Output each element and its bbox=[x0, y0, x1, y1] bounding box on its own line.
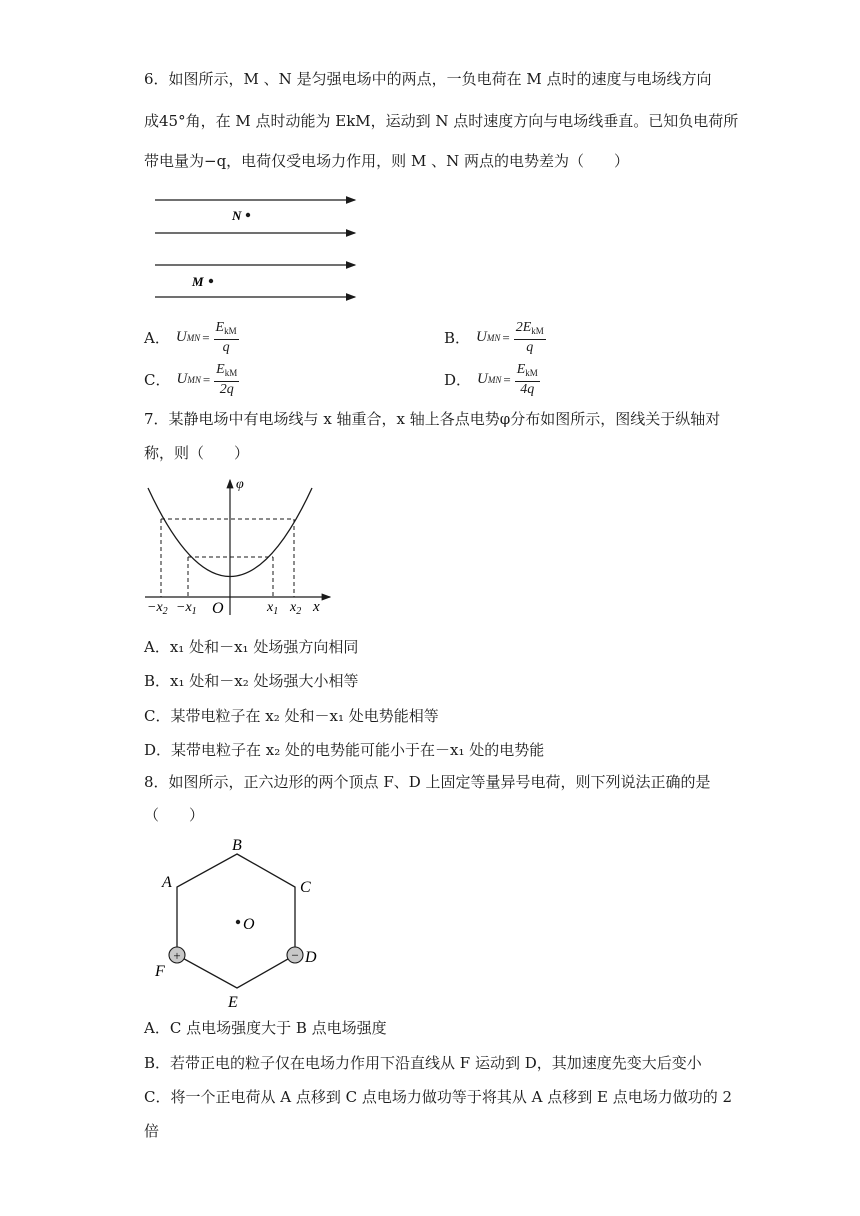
q6-text-line1: 6．如图所示，M 、N 是匀强电场中的两点，一负电荷在 M 点时的速度与电场线方向 bbox=[144, 70, 712, 88]
q6-option-a[interactable]: A． U MN = $\frac{E_{kM}}{q}$ bbox=[144, 320, 237, 355]
point-n-label: N bbox=[232, 208, 242, 223]
q8-option-c-cont: 倍 bbox=[144, 1122, 160, 1140]
q7-option-b[interactable]: B．x₁ 处和－x₂ 处场强大小相等 bbox=[144, 672, 359, 690]
q8-option-c[interactable]: C．将一个正电荷从 A 点移到 C 点电场力做功等于将其从 A 点移到 E 点电场力做功的 2 bbox=[144, 1088, 733, 1106]
q7-option-d[interactable]: D．某带电粒子在 x₂ 处的电势能可能小于在－x₁ 处的电势能 bbox=[144, 741, 545, 759]
phi-label: φ bbox=[236, 477, 244, 492]
vertex-c-label: C bbox=[300, 879, 311, 896]
hexagon bbox=[177, 854, 295, 988]
q6-text-line3: 带电量为−q，电荷仅受电场力作用，则 M 、N 两点的电势差为（ ） bbox=[144, 152, 629, 170]
q6-field-figure bbox=[150, 190, 370, 310]
vertex-d-label: D bbox=[305, 949, 317, 966]
origin-label: O bbox=[212, 600, 224, 617]
point-m-dot bbox=[209, 279, 213, 283]
q8-hexagon-figure bbox=[150, 832, 330, 1012]
vertex-a-label: A bbox=[162, 874, 172, 891]
point-m-label: M bbox=[192, 274, 204, 289]
vertex-b-label: B bbox=[232, 837, 242, 854]
q7-potential-graph bbox=[140, 475, 340, 620]
q7-text-line1: 7．某静电场中有电场线与 x 轴重合，x 轴上各点电势φ分布如图所示，图线关于纵轴对 bbox=[144, 410, 721, 428]
point-n-dot bbox=[246, 213, 250, 217]
center-dot bbox=[236, 920, 240, 924]
q6-option-b[interactable]: B． U MN = $\frac{2E_{kM}}{q}$ bbox=[444, 320, 544, 355]
neg-x1-label: $-x_1$ bbox=[176, 600, 197, 617]
q6-text-line2: 成45°角，在 M 点时动能为 EkM，运动到 N 点时速度方向与电场线垂直。已知负电荷所 bbox=[144, 112, 739, 130]
q8-text-line2: （ ） bbox=[144, 806, 205, 824]
center-o-label: O bbox=[243, 916, 255, 933]
x2-label: $x_2$ bbox=[290, 600, 302, 617]
vertex-f-label: F bbox=[155, 963, 165, 980]
q8-text-line1: 8．如图所示，正六边形的两个顶点 F、D 上固定等量异号电荷，则下列说法正确的是 bbox=[144, 773, 711, 791]
q6-option-c[interactable]: C． U MN = $\frac{E_{kM}}{2q}$ bbox=[144, 362, 238, 397]
negative-charge-sign: − bbox=[290, 947, 300, 963]
vertex-e-label: E bbox=[228, 994, 238, 1011]
q7-text-line2: 称，则（ ） bbox=[144, 444, 250, 462]
x-label: x bbox=[313, 599, 320, 615]
neg-x2-label: $-x_2$ bbox=[147, 600, 168, 617]
q7-option-c[interactable]: C．某带电粒子在 x₂ 处和－x₁ 处电势能相等 bbox=[144, 707, 439, 725]
q8-option-a[interactable]: A．C 点电场强度大于 B 点电场强度 bbox=[144, 1019, 387, 1037]
q6-option-d[interactable]: D． U MN = $\frac{E_{kM}}{4q}$ bbox=[444, 362, 538, 397]
q8-option-b[interactable]: B．若带正电的粒子仅在电场力作用下沿直线从 F 运动到 D，其加速度先变大后变小 bbox=[144, 1054, 702, 1072]
q7-option-a[interactable]: A．x₁ 处和－x₁ 处场强方向相同 bbox=[144, 638, 359, 656]
x1-label: $x_1$ bbox=[267, 600, 279, 617]
positive-charge-sign: + bbox=[172, 948, 182, 963]
